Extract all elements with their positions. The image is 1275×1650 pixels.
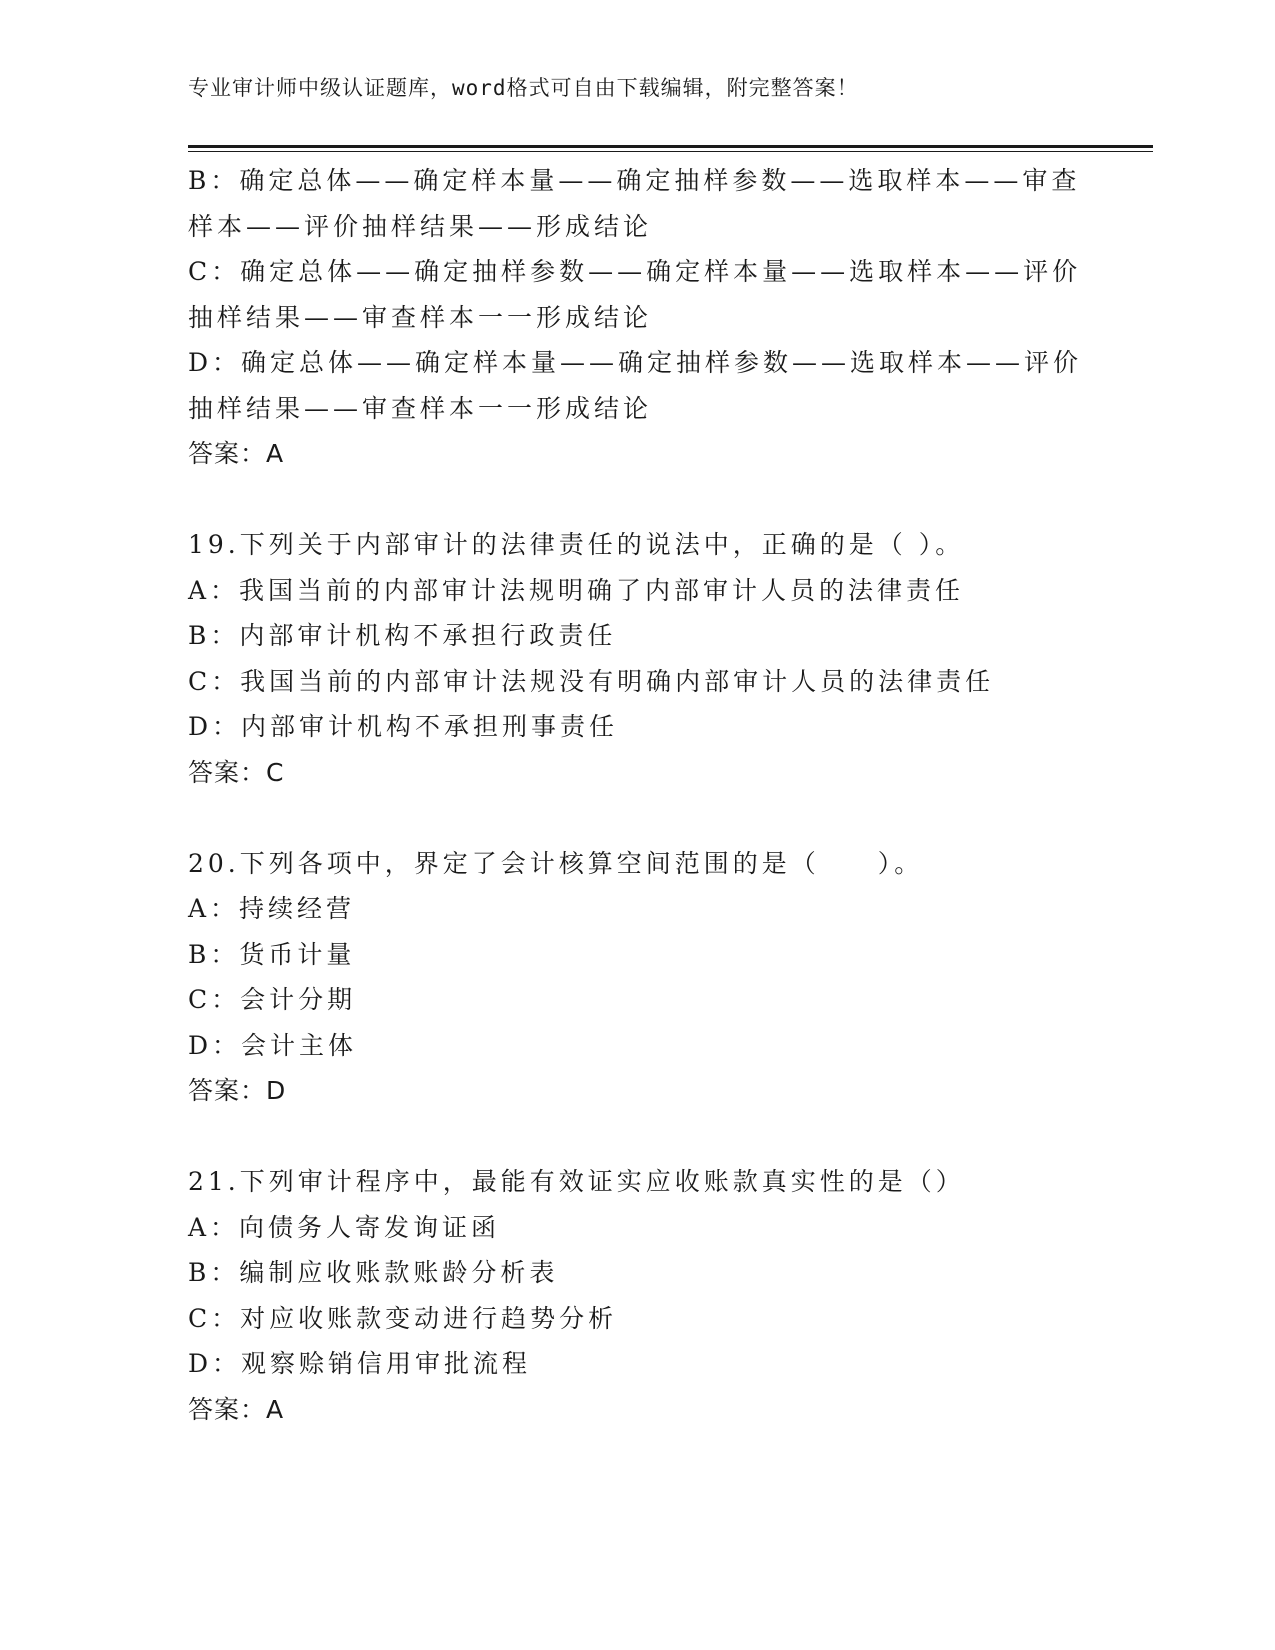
question-stem: 19.下列关于内部审计的法律责任的说法中，正确的是（ ）。 bbox=[188, 530, 965, 559]
option-d: D：观察赊销信用审批流程 bbox=[188, 1349, 532, 1378]
option-b: B：货币计量 bbox=[188, 939, 356, 969]
option-c-line-2: 抽样结果——审查样本一一形成结论 bbox=[188, 302, 653, 332]
question-21 bbox=[188, 1159, 1088, 1432]
option-a: A：我国当前的内部审计法规明确了内部审计人员的法律责任 bbox=[188, 575, 965, 605]
option-c: C：对应收账款变动进行趋势分析 bbox=[188, 1303, 618, 1333]
option-d-line-1: D：确定总体——确定样本量——确定抽样参数——选取样本——评价 bbox=[188, 348, 1083, 377]
option-a: A：向债务人寄发询证函 bbox=[188, 1212, 501, 1242]
spacer bbox=[188, 795, 1088, 841]
option-b: B：编制应收账款账龄分析表 bbox=[188, 1258, 559, 1287]
answer-18: 答案：A bbox=[188, 439, 285, 468]
question-20 bbox=[188, 841, 1088, 1114]
spacer bbox=[188, 477, 1088, 523]
option-b: B：内部审计机构不承担行政责任 bbox=[188, 621, 617, 650]
option-b-line-2: 样本——评价抽样结果——形成结论 bbox=[188, 211, 653, 241]
question-18-tail bbox=[188, 158, 1088, 477]
header-double-rule bbox=[188, 145, 1153, 152]
question-stem: 20.下列各项中，界定了会计核算空间范围的是（ ）。 bbox=[188, 848, 924, 878]
option-d-line-2: 抽样结果——审查样本一一形成结论 bbox=[188, 393, 653, 423]
option-c: C：我国当前的内部审计法规没有明确内部审计人员的法律责任 bbox=[188, 666, 995, 696]
question-stem: 21.下列审计程序中，最能有效证实应收账款真实性的是（） bbox=[188, 1167, 965, 1196]
answer-21: 答案：A bbox=[188, 1394, 285, 1424]
option-d: D：会计主体 bbox=[188, 1030, 358, 1060]
document-body bbox=[188, 158, 1088, 1432]
option-c: C：会计分期 bbox=[188, 985, 357, 1014]
spacer bbox=[188, 1114, 1088, 1160]
option-d: D：内部审计机构不承担刑事责任 bbox=[188, 712, 619, 741]
answer-19: 答案：C bbox=[188, 757, 285, 787]
answer-20: 答案：D bbox=[188, 1076, 287, 1105]
option-c-line-1: C：确定总体——确定抽样参数——确定样本量——选取样本——评价 bbox=[188, 257, 1082, 286]
option-b-line-1: B：确定总体——确定样本量——确定抽样参数——选取样本——审查 bbox=[188, 166, 1081, 195]
page-header: 专业审计师中级认证题库，word格式可自由下载编辑，附完整答案！ bbox=[188, 76, 859, 100]
question-19 bbox=[188, 522, 1088, 795]
option-a: A：持续经营 bbox=[188, 894, 356, 923]
